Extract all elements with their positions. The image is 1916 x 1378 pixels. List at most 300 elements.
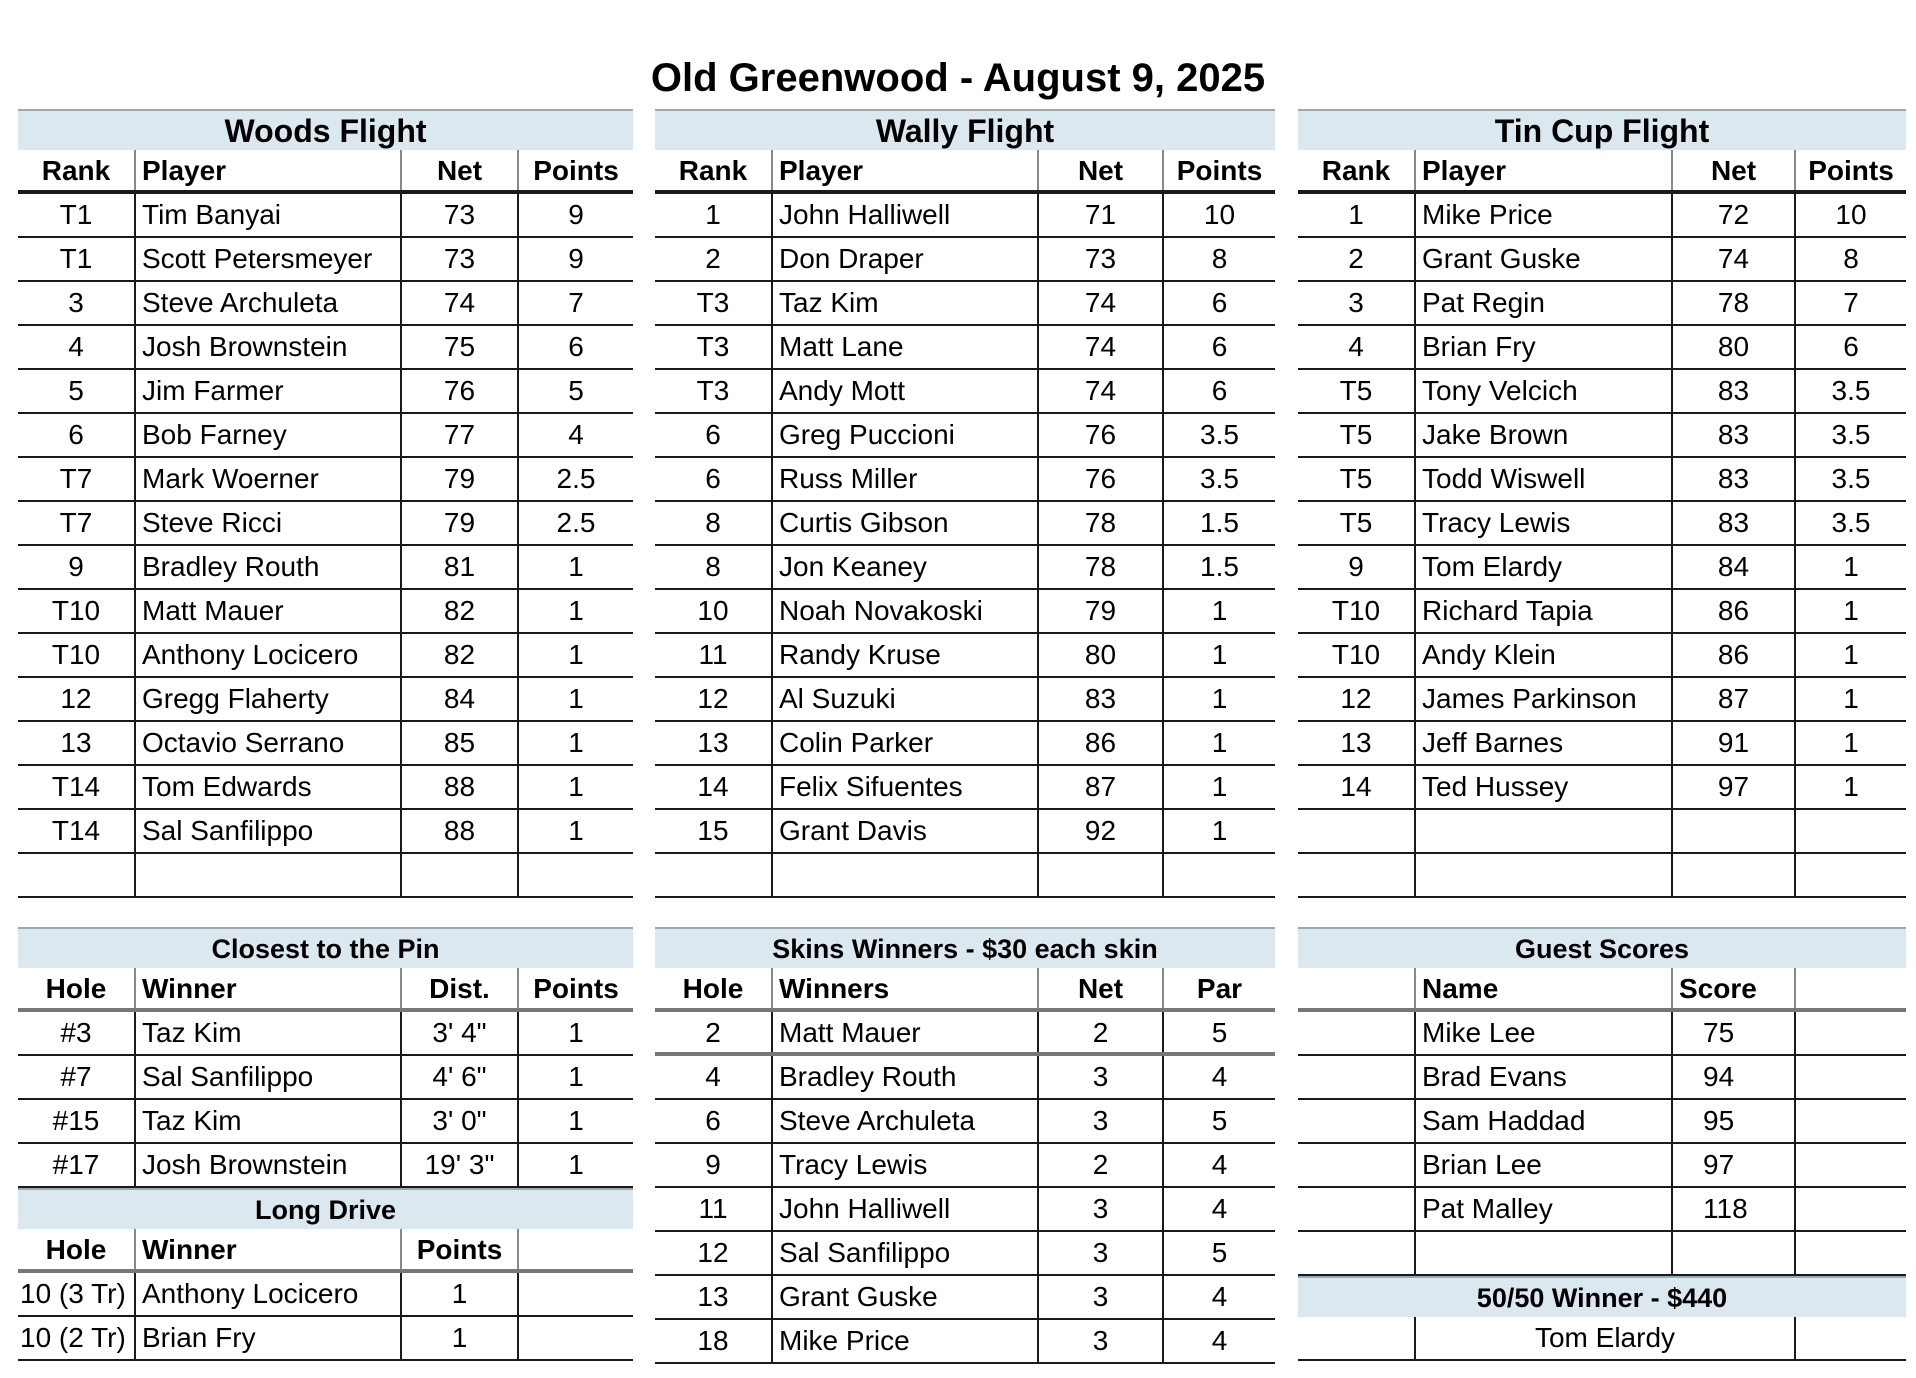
- table-row: [1298, 722, 1906, 766]
- table-row: [655, 370, 1275, 414]
- points-cell: 1: [568, 1017, 584, 1048]
- rank-cell: 9: [18, 546, 136, 588]
- long-drive-rows: [18, 1273, 633, 1361]
- points-cell: 1: [1211, 639, 1228, 670]
- player-cell: Greg Puccioni: [773, 414, 1039, 456]
- rank-cell: T7: [18, 502, 136, 544]
- score-cell: 94: [1673, 1056, 1796, 1098]
- table-row: [18, 722, 633, 766]
- net-cell: 76: [1039, 414, 1164, 456]
- hole-cell: 6: [655, 1100, 773, 1142]
- woods-header-row: [18, 150, 633, 194]
- net-cell: 83: [1673, 414, 1796, 456]
- net-cell: 3: [1039, 1188, 1164, 1230]
- winner-cell: Brian Fry: [136, 1317, 402, 1359]
- rank-cell: 4: [18, 326, 136, 368]
- net-cell: 83: [1673, 370, 1796, 412]
- player-cell: Andy Mott: [773, 370, 1039, 412]
- hole-cell: #15: [18, 1100, 136, 1142]
- hole-cell: 4: [655, 1056, 773, 1098]
- table-row: [1298, 1144, 1906, 1188]
- player-cell: Mike Price: [1416, 194, 1673, 236]
- net-cell: 87: [1039, 766, 1164, 808]
- rank-cell: 14: [1298, 766, 1416, 808]
- player-cell: Richard Tapia: [1416, 590, 1673, 632]
- table-row: [655, 238, 1275, 282]
- col-header-points: Points: [1176, 155, 1263, 186]
- points-cell: 1: [1211, 771, 1228, 802]
- rank-cell: 5: [18, 370, 136, 412]
- hole-cell: #17: [18, 1144, 136, 1186]
- winner-cell: John Halliwell: [773, 1188, 1039, 1230]
- score-cell: 97: [1673, 1144, 1796, 1186]
- name-cell: Brian Lee: [1416, 1144, 1673, 1186]
- col-header-par: Par: [1196, 973, 1243, 1004]
- points-cell: 10: [1835, 199, 1867, 230]
- net-cell: 80: [1673, 326, 1796, 368]
- net-cell: 78: [1039, 502, 1164, 544]
- wally-rows: [655, 194, 1275, 898]
- col-header-empty: [1796, 968, 1906, 1008]
- net-cell: 76: [1039, 458, 1164, 500]
- player-cell: Josh Brownstein: [136, 326, 402, 368]
- score-cell: 75: [1673, 1012, 1796, 1054]
- player-cell: Tony Velcich: [1416, 370, 1673, 412]
- fifty-fifty-title: 50/50 Winner - $440: [1298, 1276, 1906, 1317]
- col-header-net: Net: [1039, 150, 1164, 190]
- player-cell: Felix Sifuentes: [773, 766, 1039, 808]
- rank-cell: [655, 854, 773, 896]
- guest-scores-title: Guest Scores: [1298, 927, 1906, 968]
- net-cell: 83: [1673, 502, 1796, 544]
- net-cell: [402, 854, 519, 896]
- net-cell: 86: [1673, 634, 1796, 676]
- page-title: Old Greenwood - August 9, 2025: [650, 56, 1266, 100]
- fifty-fifty-winner: Tom Elardy: [1416, 1317, 1796, 1359]
- rank-cell: 14: [655, 766, 773, 808]
- player-cell: Gregg Flaherty: [136, 678, 402, 720]
- table-row: [655, 854, 1275, 898]
- player-cell: Colin Parker: [773, 722, 1039, 764]
- net-cell: 79: [402, 458, 519, 500]
- distance-cell: 3' 0": [402, 1100, 519, 1142]
- net-cell: 73: [1039, 238, 1164, 280]
- table-row: [655, 722, 1275, 766]
- hole-cell: 12: [655, 1232, 773, 1274]
- col-header-winner: Winner: [136, 968, 402, 1008]
- tincup-header-row: [1298, 150, 1906, 194]
- points-cell: 1: [568, 1149, 584, 1180]
- rank-cell: T14: [18, 810, 136, 852]
- player-cell: Jim Farmer: [136, 370, 402, 412]
- hole-cell: 10 (2 Tr): [18, 1317, 136, 1359]
- par-cell: 4: [1211, 1149, 1228, 1180]
- table-row: [18, 1317, 633, 1361]
- player-cell: Noah Novakoski: [773, 590, 1039, 632]
- player-cell: John Halliwell: [773, 194, 1039, 236]
- rank-cell: T10: [18, 590, 136, 632]
- table-row: [655, 590, 1275, 634]
- col-header-net: Net: [1039, 968, 1164, 1008]
- points-cell: 9: [568, 199, 584, 230]
- points-cell: 7: [1843, 287, 1859, 318]
- player-cell: Todd Wiswell: [1416, 458, 1673, 500]
- par-cell: 5: [1211, 1105, 1228, 1136]
- spacer-cell: [1796, 1232, 1906, 1274]
- table-row: [18, 238, 633, 282]
- points-cell: 1: [568, 815, 584, 846]
- points-cell: 6: [1843, 331, 1859, 362]
- points-cell: 1: [568, 683, 584, 714]
- rank-cell: 11: [655, 634, 773, 676]
- col-header-dist: Dist.: [402, 968, 519, 1008]
- player-cell: [1416, 810, 1673, 852]
- net-cell: 86: [1039, 722, 1164, 764]
- net-cell: 82: [402, 634, 519, 676]
- spacer-cell: [1298, 1188, 1416, 1230]
- points-cell: 8: [1211, 243, 1228, 274]
- rank-cell: T3: [655, 370, 773, 412]
- rank-cell: T5: [1298, 414, 1416, 456]
- rank-cell: 9: [1298, 546, 1416, 588]
- distance-cell: 3' 4": [402, 1012, 519, 1054]
- table-row: [18, 766, 633, 810]
- table-row: [1298, 282, 1906, 326]
- table-row: [655, 1232, 1275, 1276]
- points-cell: 1: [1211, 595, 1228, 626]
- table-row: [1298, 854, 1906, 898]
- points-cell: 6: [568, 331, 584, 362]
- net-cell: 71: [1039, 194, 1164, 236]
- score-cell: 95: [1673, 1100, 1796, 1142]
- rank-cell: 10: [655, 590, 773, 632]
- hole-cell: 9: [655, 1144, 773, 1186]
- col-header-points: Points: [402, 1229, 519, 1269]
- rank-cell: 12: [655, 678, 773, 720]
- rank-cell: T5: [1298, 458, 1416, 500]
- points-cell: 6: [1211, 287, 1228, 318]
- table-row: [18, 414, 633, 458]
- net-cell: 74: [1039, 282, 1164, 324]
- skins-winners-title: Skins Winners - $30 each skin: [655, 927, 1275, 968]
- tincup-flight-title: Tin Cup Flight: [1298, 109, 1906, 150]
- table-row: [18, 458, 633, 502]
- spacer-cell: [1298, 1012, 1416, 1054]
- rank-cell: 1: [655, 194, 773, 236]
- player-cell: Tom Elardy: [1416, 546, 1673, 588]
- tincup-rows: [1298, 194, 1906, 898]
- points-cell: 2.5: [556, 463, 596, 494]
- points-cell: 1: [1211, 727, 1228, 758]
- rank-cell: 3: [1298, 282, 1416, 324]
- table-row: [1298, 678, 1906, 722]
- net-cell: 84: [402, 678, 519, 720]
- rank-cell: 15: [655, 810, 773, 852]
- ctp-header-row: [18, 968, 633, 1012]
- net-cell: 3: [1039, 1100, 1164, 1142]
- fifty-fifty-row: [1298, 1317, 1906, 1361]
- table-row: [1298, 1232, 1906, 1276]
- col-header-hole: Hole: [655, 968, 773, 1008]
- table-row: [655, 1012, 1275, 1056]
- points-cell: 1: [1843, 639, 1859, 670]
- empty-cell: [519, 1273, 633, 1315]
- points-cell: 1: [1843, 595, 1859, 626]
- name-cell: [1416, 1232, 1673, 1274]
- table-row: [18, 282, 633, 326]
- player-cell: Octavio Serrano: [136, 722, 402, 764]
- rank-cell: T14: [18, 766, 136, 808]
- rank-cell: T5: [1298, 502, 1416, 544]
- spacer-cell: [1298, 1056, 1416, 1098]
- score-cell: [1673, 1232, 1796, 1274]
- player-cell: Randy Kruse: [773, 634, 1039, 676]
- rank-cell: 2: [655, 238, 773, 280]
- points-cell: 6: [1211, 375, 1228, 406]
- net-cell: 78: [1039, 546, 1164, 588]
- winner-cell: Taz Kim: [136, 1012, 402, 1054]
- spacer-cell: [1796, 1144, 1906, 1186]
- long-drive-title: Long Drive: [18, 1188, 633, 1229]
- net-cell: 97: [1673, 766, 1796, 808]
- points-cell: 1: [1211, 683, 1228, 714]
- net-cell: 75: [402, 326, 519, 368]
- table-row: [18, 1100, 633, 1144]
- net-cell: 83: [1039, 678, 1164, 720]
- points-cell: 6: [1211, 331, 1228, 362]
- skins-rows: [655, 1012, 1275, 1364]
- player-cell: Anthony Locicero: [136, 634, 402, 676]
- table-row: [655, 194, 1275, 238]
- table-row: [1298, 414, 1906, 458]
- winner-cell: Grant Guske: [773, 1276, 1039, 1318]
- guest-scores-table: [1298, 927, 1906, 1361]
- player-cell: Scott Petersmeyer: [136, 238, 402, 280]
- rank-cell: T3: [655, 282, 773, 324]
- net-cell: 87: [1673, 678, 1796, 720]
- net-cell: 81: [402, 546, 519, 588]
- rank-cell: 12: [1298, 678, 1416, 720]
- net-cell: 76: [402, 370, 519, 412]
- player-cell: Andy Klein: [1416, 634, 1673, 676]
- table-row: [655, 678, 1275, 722]
- rank-cell: T10: [1298, 590, 1416, 632]
- spacer-cell: [1298, 1144, 1416, 1186]
- table-row: [1298, 1100, 1906, 1144]
- table-row: [1298, 766, 1906, 810]
- player-cell: Curtis Gibson: [773, 502, 1039, 544]
- col-header-points: Points: [1808, 155, 1894, 186]
- rank-cell: 8: [655, 502, 773, 544]
- points-cell: 1: [568, 1105, 584, 1136]
- woods-rows: [18, 194, 633, 898]
- net-cell: 73: [402, 238, 519, 280]
- net-cell: [1673, 854, 1796, 896]
- rank-cell: T1: [18, 238, 136, 280]
- ctp-rows: [18, 1012, 633, 1188]
- hole-cell: 13: [655, 1276, 773, 1318]
- points-cell: 9: [568, 243, 584, 274]
- player-cell: Matt Lane: [773, 326, 1039, 368]
- distance-cell: 19' 3": [402, 1144, 519, 1186]
- table-row: [18, 634, 633, 678]
- rank-cell: 3: [18, 282, 136, 324]
- winner-cell: Anthony Locicero: [136, 1273, 402, 1315]
- rank-cell: 6: [18, 414, 136, 456]
- winner-cell: Josh Brownstein: [136, 1144, 402, 1186]
- player-cell: Tracy Lewis: [1416, 502, 1673, 544]
- points-cell: 1: [568, 639, 584, 670]
- points-cell: 8: [1843, 243, 1859, 274]
- table-row: [18, 1012, 633, 1056]
- table-row: [655, 1188, 1275, 1232]
- table-row: [655, 326, 1275, 370]
- player-cell: Steve Archuleta: [136, 282, 402, 324]
- net-cell: 74: [1039, 370, 1164, 412]
- player-cell: Don Draper: [773, 238, 1039, 280]
- table-row: [18, 370, 633, 414]
- table-row: [1298, 458, 1906, 502]
- points-cell: 1: [1843, 683, 1859, 714]
- net-cell: 86: [1673, 590, 1796, 632]
- name-cell: Sam Haddad: [1416, 1100, 1673, 1142]
- player-cell: Bob Farney: [136, 414, 402, 456]
- player-cell: Brian Fry: [1416, 326, 1673, 368]
- points-cell: 2.5: [556, 507, 596, 538]
- rank-cell: 6: [655, 414, 773, 456]
- net-cell: 77: [402, 414, 519, 456]
- winner-cell: Sal Sanfilippo: [773, 1232, 1039, 1274]
- player-cell: Pat Regin: [1416, 282, 1673, 324]
- winner-cell: Bradley Routh: [773, 1056, 1039, 1098]
- wally-header-row: [655, 150, 1275, 194]
- points-cell: 1: [568, 727, 584, 758]
- fifty-fifty-spacer: [1298, 1317, 1416, 1359]
- rank-cell: 8: [655, 546, 773, 588]
- hole-cell: 11: [655, 1188, 773, 1230]
- table-row: [655, 282, 1275, 326]
- net-cell: 2: [1039, 1012, 1164, 1052]
- points-cell: [1796, 810, 1906, 852]
- player-cell: Tom Edwards: [136, 766, 402, 808]
- points-cell: 1: [1843, 727, 1859, 758]
- guest-rows: [1298, 1012, 1906, 1276]
- rank-cell: [1298, 810, 1416, 852]
- rank-cell: 1: [1298, 194, 1416, 236]
- player-cell: [1416, 854, 1673, 896]
- table-row: [655, 1276, 1275, 1320]
- wally-flight-title: Wally Flight: [655, 109, 1275, 150]
- table-row: [655, 458, 1275, 502]
- player-cell: Bradley Routh: [136, 546, 402, 588]
- guest-header-row: [1298, 968, 1906, 1012]
- table-row: [1298, 194, 1906, 238]
- hole-cell: 18: [655, 1320, 773, 1362]
- hole-cell: 10 (3 Tr): [18, 1273, 136, 1315]
- net-cell: 74: [402, 282, 519, 324]
- net-cell: 84: [1673, 546, 1796, 588]
- net-cell: 3: [1039, 1232, 1164, 1274]
- hole-cell: #7: [18, 1056, 136, 1098]
- player-cell: James Parkinson: [1416, 678, 1673, 720]
- points-cell: 1: [1843, 771, 1859, 802]
- par-cell: 4: [1211, 1061, 1228, 1092]
- par-cell: 5: [1211, 1017, 1228, 1048]
- table-row: [18, 546, 633, 590]
- par-cell: 4: [1211, 1193, 1228, 1224]
- skins-winners-table: [655, 927, 1275, 1364]
- points-cell: 3.5: [1831, 463, 1871, 494]
- table-row: [1298, 1188, 1906, 1232]
- player-cell: Tim Banyai: [136, 194, 402, 236]
- points-cell: 4: [568, 419, 584, 450]
- rank-cell: 6: [655, 458, 773, 500]
- spacer-cell: [1298, 1100, 1416, 1142]
- col-header-points: Points: [533, 155, 619, 186]
- player-cell: Jake Brown: [1416, 414, 1673, 456]
- net-cell: 74: [1039, 326, 1164, 368]
- net-cell: 78: [1673, 282, 1796, 324]
- name-cell: Brad Evans: [1416, 1056, 1673, 1098]
- player-cell: Grant Davis: [773, 810, 1039, 852]
- col-header-hole: Hole: [18, 968, 136, 1008]
- col-header-name: Name: [1416, 968, 1673, 1008]
- points-cell: 3.5: [1200, 463, 1239, 494]
- table-row: [1298, 1012, 1906, 1056]
- points-cell: 1: [1843, 551, 1859, 582]
- table-row: [18, 1144, 633, 1188]
- rank-cell: 13: [655, 722, 773, 764]
- net-cell: 3: [1039, 1276, 1164, 1318]
- name-cell: Mike Lee: [1416, 1012, 1673, 1054]
- table-row: [1298, 502, 1906, 546]
- table-row: [1298, 546, 1906, 590]
- player-cell: Steve Ricci: [136, 502, 402, 544]
- col-header-net: Net: [402, 150, 519, 190]
- net-cell: 88: [402, 766, 519, 808]
- rank-cell: 4: [1298, 326, 1416, 368]
- net-cell: 2: [1039, 1144, 1164, 1186]
- points-cell: [1164, 854, 1275, 896]
- rank-cell: [18, 854, 136, 896]
- player-cell: Jon Keaney: [773, 546, 1039, 588]
- col-header-net: Net: [1673, 150, 1796, 190]
- rank-cell: 13: [1298, 722, 1416, 764]
- table-row: [655, 1320, 1275, 1364]
- table-row: [18, 810, 633, 854]
- table-row: [655, 1144, 1275, 1188]
- winner-cell: Steve Archuleta: [773, 1100, 1039, 1142]
- col-header-rank: Rank: [1298, 150, 1416, 190]
- hole-cell: #3: [18, 1012, 136, 1054]
- winner-cell: Taz Kim: [136, 1100, 402, 1142]
- score-cell: 118: [1673, 1188, 1796, 1230]
- points-cell: 1: [1211, 815, 1228, 846]
- points-cell: 3.5: [1200, 419, 1239, 450]
- net-cell: 3: [1039, 1320, 1164, 1362]
- spacer-cell: [1796, 1012, 1906, 1054]
- woods-flight-title: Woods Flight: [18, 109, 633, 150]
- par-cell: 4: [1211, 1281, 1228, 1312]
- points-cell: 1: [568, 1061, 584, 1092]
- tincup-flight-table: [1298, 109, 1906, 898]
- player-cell: Russ Miller: [773, 458, 1039, 500]
- points-cell: 1: [402, 1317, 519, 1359]
- spacer-cell: [1796, 1056, 1906, 1098]
- col-header-rank: Rank: [18, 150, 136, 190]
- player-cell: Mark Woerner: [136, 458, 402, 500]
- net-cell: 74: [1673, 238, 1796, 280]
